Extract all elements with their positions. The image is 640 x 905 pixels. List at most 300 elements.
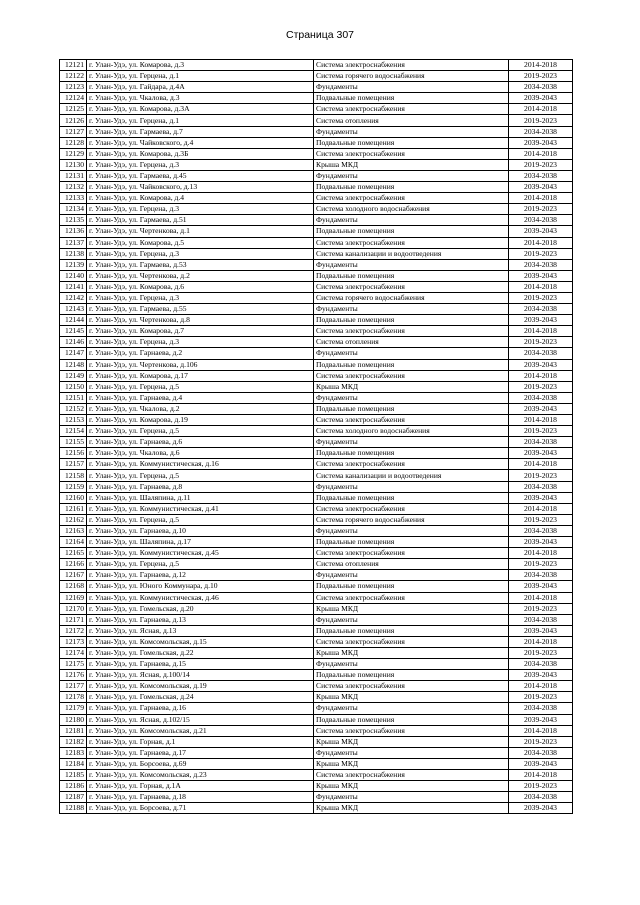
address-cell: г. Улан-Удэ, ул. Гарнаева, д.8 [87,481,314,492]
row-number-cell: 12153 [60,415,87,426]
period-cell: 2034-2038 [509,525,573,536]
row-number-cell: 12178 [60,692,87,703]
address-cell: г. Улан-Удэ, ул. Комарова, д.7 [87,326,314,337]
system-cell: Система электроснабжения [314,326,509,337]
table-row [60,592,573,603]
period-cell: 2019-2023 [509,603,573,614]
table-row [60,470,573,481]
address-cell: г. Улан-Удэ, ул. Шаляпина, д.17 [87,537,314,548]
table-row [60,514,573,525]
row-number-cell: 12151 [60,392,87,403]
table-row [60,304,573,315]
row-number-cell: 12156 [60,448,87,459]
period-cell: 2014-2018 [509,148,573,159]
table-row [60,503,573,514]
system-cell: Система электроснабжения [314,548,509,559]
table-row [60,692,573,703]
period-cell: 2014-2018 [509,503,573,514]
system-cell: Подвальные помещения [314,714,509,725]
row-number-cell: 12139 [60,259,87,270]
system-cell: Система отопления [314,115,509,126]
row-number-cell: 12125 [60,104,87,115]
address-cell: г. Улан-Удэ, ул. Гарнаева, д.4 [87,392,314,403]
address-cell: г. Улан-Удэ, ул. Комсомольская, д.21 [87,725,314,736]
table-row [60,415,573,426]
address-cell: г. Улан-Удэ, ул. Гарнаева, д.15 [87,659,314,670]
row-number-cell: 12132 [60,182,87,193]
row-number-cell: 12149 [60,370,87,381]
address-cell: г. Улан-Удэ, ул. Комарова, д.17 [87,370,314,381]
period-cell: 2034-2038 [509,481,573,492]
system-cell: Крыша МКД [314,647,509,658]
table-row [60,270,573,281]
row-number-cell: 12141 [60,281,87,292]
table-row [60,248,573,259]
row-number-cell: 12162 [60,514,87,525]
row-number-cell: 12155 [60,437,87,448]
address-cell: г. Улан-Удэ, ул. Гарнаева, д.6 [87,437,314,448]
period-cell: 2014-2018 [509,237,573,248]
page-title: Страница 307 [285,29,355,41]
row-number-cell: 12186 [60,781,87,792]
row-number-cell: 12144 [60,315,87,326]
table-row [60,182,573,193]
system-cell: Подвальные помещения [314,315,509,326]
system-cell: Фундаменты [314,703,509,714]
system-cell: Система канализации и водоотведения [314,248,509,259]
table-row [60,237,573,248]
period-cell: 2014-2018 [509,326,573,337]
address-cell: г. Улан-Удэ, ул. Чертенкова, д.1 [87,226,314,237]
system-cell: Система электроснабжения [314,104,509,115]
period-cell: 2034-2038 [509,437,573,448]
period-cell: 2019-2023 [509,71,573,82]
row-number-cell: 12154 [60,426,87,437]
row-number-cell: 12180 [60,714,87,725]
period-cell: 2014-2018 [509,60,573,71]
row-number-cell: 12145 [60,326,87,337]
period-cell: 2014-2018 [509,681,573,692]
system-cell: Крыша МКД [314,159,509,170]
system-cell: Система электроснабжения [314,415,509,426]
address-cell: г. Улан-Удэ, ул. Чайковского, д.4 [87,137,314,148]
address-cell: г. Улан-Удэ, ул. Гомельская, д.20 [87,603,314,614]
address-cell: г. Улан-Удэ, ул. Чайковского, д.13 [87,182,314,193]
address-cell: г. Улан-Удэ, ул. Герцена, д.5 [87,470,314,481]
table-row [60,82,573,93]
address-cell: г. Улан-Удэ, ул. Герцена, д.3 [87,204,314,215]
row-number-cell: 12142 [60,292,87,303]
period-cell: 2039-2043 [509,93,573,104]
period-cell: 2034-2038 [509,614,573,625]
system-cell: Подвальные помещения [314,581,509,592]
row-number-cell: 12175 [60,659,87,670]
address-cell: г. Улан-Удэ, ул. Гармаева, д.45 [87,170,314,181]
table-row [60,614,573,625]
system-cell: Фундаменты [314,304,509,315]
table-row [60,581,573,592]
row-number-cell: 12140 [60,270,87,281]
table-row [60,803,573,814]
system-cell: Фундаменты [314,126,509,137]
table-row [60,326,573,337]
table-row [60,537,573,548]
system-cell: Система электроснабжения [314,592,509,603]
system-cell: Фундаменты [314,348,509,359]
table-body [60,60,573,814]
period-cell: 2039-2043 [509,403,573,414]
system-cell: Крыша МКД [314,758,509,769]
table-row [60,459,573,470]
address-cell: г. Улан-Удэ, ул. Горная, д.1А [87,781,314,792]
address-cell: г. Улан-Удэ, ул. Гармаева, д.7 [87,126,314,137]
row-number-cell: 12184 [60,758,87,769]
address-cell: г. Улан-Удэ, ул. Гармаева, д.51 [87,215,314,226]
system-cell: Подвальные помещения [314,625,509,636]
row-number-cell: 12152 [60,403,87,414]
system-cell: Крыша МКД [314,803,509,814]
row-number-cell: 12174 [60,647,87,658]
address-cell: г. Улан-Удэ, ул. Борсоева, д.69 [87,758,314,769]
table-row [60,570,573,581]
row-number-cell: 12163 [60,525,87,536]
table-row [60,370,573,381]
address-cell: г. Улан-Удэ, ул. Ясная, д.13 [87,625,314,636]
system-cell: Фундаменты [314,392,509,403]
system-cell: Крыша МКД [314,381,509,392]
row-number-cell: 12160 [60,492,87,503]
system-cell: Подвальные помещения [314,492,509,503]
period-cell: 2019-2023 [509,292,573,303]
system-cell: Система холодного водоснабжения [314,204,509,215]
table-row [60,603,573,614]
address-cell: г. Улан-Удэ, ул. Гарнаева, д.2 [87,348,314,359]
system-cell: Фундаменты [314,525,509,536]
row-number-cell: 12138 [60,248,87,259]
table-row [60,381,573,392]
table-row [60,758,573,769]
period-cell: 2014-2018 [509,370,573,381]
table-row [60,781,573,792]
table-row [60,193,573,204]
row-number-cell: 12176 [60,670,87,681]
row-number-cell: 12135 [60,215,87,226]
period-cell: 2034-2038 [509,304,573,315]
table-row [60,60,573,71]
period-cell: 2039-2043 [509,492,573,503]
row-number-cell: 12188 [60,803,87,814]
repair-schedule-table [59,59,573,814]
address-cell: г. Улан-Удэ, ул. Гармаева, д.53 [87,259,314,270]
table-row [60,204,573,215]
period-cell: 2039-2043 [509,714,573,725]
address-cell: г. Улан-Удэ, ул. Гайдара, д.4А [87,82,314,93]
row-number-cell: 12171 [60,614,87,625]
system-cell: Фундаменты [314,259,509,270]
row-number-cell: 12133 [60,193,87,204]
table-row [60,93,573,104]
row-number-cell: 12164 [60,537,87,548]
row-number-cell: 12150 [60,381,87,392]
table-row [60,647,573,658]
address-cell: г. Улан-Удэ, ул. Герцена, д.5 [87,514,314,525]
period-cell: 2039-2043 [509,137,573,148]
address-cell: г. Улан-Удэ, ул. Гарнаева, д.12 [87,570,314,581]
system-cell: Система электроснабжения [314,681,509,692]
table-row [60,115,573,126]
table-row [60,170,573,181]
period-cell: 2014-2018 [509,415,573,426]
address-cell: г. Улан-Удэ, ул. Комарова, д.4 [87,193,314,204]
row-number-cell: 12157 [60,459,87,470]
table-row [60,703,573,714]
period-cell: 2039-2043 [509,803,573,814]
period-cell: 2034-2038 [509,126,573,137]
system-cell: Система электроснабжения [314,193,509,204]
period-cell: 2019-2023 [509,647,573,658]
period-cell: 2014-2018 [509,104,573,115]
system-cell: Фундаменты [314,437,509,448]
table-row [60,292,573,303]
system-cell: Фундаменты [314,614,509,625]
table-row [60,636,573,647]
row-number-cell: 12147 [60,348,87,359]
address-cell: г. Улан-Удэ, ул. Чертенкова, д.2 [87,270,314,281]
period-cell: 2039-2043 [509,359,573,370]
address-cell: г. Улан-Удэ, ул. Комарова, д.5 [87,237,314,248]
address-cell: г. Улан-Удэ, ул. Комсомольская, д.23 [87,770,314,781]
address-cell: г. Улан-Удэ, ул. Гарнаева, д.13 [87,614,314,625]
period-cell: 2019-2023 [509,115,573,126]
address-cell: г. Улан-Удэ, ул. Ясная, д.100/14 [87,670,314,681]
address-cell: г. Улан-Удэ, ул. Комарова, д.3А [87,104,314,115]
system-cell: Система электроснабжения [314,770,509,781]
row-number-cell: 12122 [60,71,87,82]
period-cell: 2034-2038 [509,82,573,93]
row-number-cell: 12159 [60,481,87,492]
table-row [60,492,573,503]
row-number-cell: 12183 [60,747,87,758]
period-cell: 2039-2043 [509,625,573,636]
system-cell: Подвальные помещения [314,403,509,414]
table-row [60,148,573,159]
system-cell: Подвальные помещения [314,359,509,370]
system-cell: Система отопления [314,337,509,348]
system-cell: Система электроснабжения [314,370,509,381]
system-cell: Система электроснабжения [314,459,509,470]
system-cell: Фундаменты [314,215,509,226]
system-cell: Крыша МКД [314,781,509,792]
row-number-cell: 12129 [60,148,87,159]
address-cell: г. Улан-Удэ, ул. Чкалова, д.3 [87,93,314,104]
table-row [60,792,573,803]
address-cell: г. Улан-Удэ, ул. Герцена, д.5 [87,381,314,392]
address-cell: г. Улан-Удэ, ул. Комарова, д.6 [87,281,314,292]
address-cell: г. Улан-Удэ, ул. Герцена, д.5 [87,559,314,570]
row-number-cell: 12167 [60,570,87,581]
table-row [60,71,573,82]
row-number-cell: 12187 [60,792,87,803]
period-cell: 2039-2043 [509,758,573,769]
row-number-cell: 12181 [60,725,87,736]
address-cell: г. Улан-Удэ, ул. Чкалова, д.2 [87,403,314,414]
period-cell: 2014-2018 [509,281,573,292]
system-cell: Система электроснабжения [314,636,509,647]
address-cell: г. Улан-Удэ, ул. Комарова, д.19 [87,415,314,426]
period-cell: 2039-2043 [509,670,573,681]
row-number-cell: 12179 [60,703,87,714]
table-row [60,215,573,226]
table-row [60,448,573,459]
row-number-cell: 12173 [60,636,87,647]
table-row [60,104,573,115]
address-cell: г. Улан-Удэ, ул. Борсоева, д.71 [87,803,314,814]
row-number-cell: 12185 [60,770,87,781]
address-cell: г. Улан-Удэ, ул. Горная, д.1 [87,736,314,747]
period-cell: 2019-2023 [509,426,573,437]
table-row [60,159,573,170]
address-cell: г. Улан-Удэ, ул. Герцена, д.3 [87,292,314,303]
table-row [60,714,573,725]
period-cell: 2034-2038 [509,703,573,714]
system-cell: Подвальные помещения [314,182,509,193]
period-cell: 2039-2043 [509,315,573,326]
system-cell: Подвальные помещения [314,448,509,459]
system-cell: Фундаменты [314,481,509,492]
table-row [60,392,573,403]
address-cell: г. Улан-Удэ, ул. Герцена, д.1 [87,71,314,82]
period-cell: 2039-2043 [509,581,573,592]
address-cell: г. Улан-Удэ, ул. Гарнаева, д.17 [87,747,314,758]
row-number-cell: 12177 [60,681,87,692]
period-cell: 2014-2018 [509,725,573,736]
system-cell: Подвальные помещения [314,137,509,148]
table-row [60,481,573,492]
address-cell: г. Улан-Удэ, ул. Герцена, д.3 [87,337,314,348]
period-cell: 2014-2018 [509,770,573,781]
period-cell: 2039-2043 [509,448,573,459]
period-cell: 2034-2038 [509,170,573,181]
row-number-cell: 12126 [60,115,87,126]
table-row [60,137,573,148]
system-cell: Крыша МКД [314,736,509,747]
row-number-cell: 12131 [60,170,87,181]
system-cell: Подвальные помещения [314,537,509,548]
period-cell: 2014-2018 [509,592,573,603]
table-row [60,259,573,270]
system-cell: Подвальные помещения [314,226,509,237]
system-cell: Фундаменты [314,792,509,803]
period-cell: 2019-2023 [509,736,573,747]
row-number-cell: 12165 [60,548,87,559]
period-cell: 2019-2023 [509,248,573,259]
address-cell: г. Улан-Удэ, ул. Чертенкова, д.8 [87,315,314,326]
row-number-cell: 12182 [60,736,87,747]
row-number-cell: 12172 [60,625,87,636]
table-row [60,281,573,292]
row-number-cell: 12136 [60,226,87,237]
period-cell: 2014-2018 [509,459,573,470]
table-row [60,348,573,359]
address-cell: г. Улан-Удэ, ул. Ясная, д.102/15 [87,714,314,725]
row-number-cell: 12137 [60,237,87,248]
table-row [60,403,573,414]
period-cell: 2019-2023 [509,381,573,392]
system-cell: Система электроснабжения [314,237,509,248]
address-cell: г. Улан-Удэ, ул. Гомельская, д.22 [87,647,314,658]
period-cell: 2019-2023 [509,692,573,703]
period-cell: 2034-2038 [509,348,573,359]
system-cell: Система электроснабжения [314,148,509,159]
row-number-cell: 12134 [60,204,87,215]
period-cell: 2019-2023 [509,159,573,170]
table-row [60,736,573,747]
system-cell: Фундаменты [314,82,509,93]
row-number-cell: 12130 [60,159,87,170]
address-cell: г. Улан-Удэ, ул. Чертенкова, д.106 [87,359,314,370]
row-number-cell: 12127 [60,126,87,137]
address-cell: г. Улан-Удэ, ул. Гарнаева, д.10 [87,525,314,536]
period-cell: 2014-2018 [509,548,573,559]
address-cell: г. Улан-Удэ, ул. Гомельская, д.24 [87,692,314,703]
system-cell: Крыша МКД [314,692,509,703]
address-cell: г. Улан-Удэ, ул. Герцена, д.3 [87,159,314,170]
address-cell: г. Улан-Удэ, ул. Герцена, д.5 [87,426,314,437]
table-row [60,359,573,370]
system-cell: Система электроснабжения [314,60,509,71]
system-cell: Система канализации и водоотведения [314,470,509,481]
address-cell: г. Улан-Удэ, ул. Комсомольская, д.19 [87,681,314,692]
row-number-cell: 12168 [60,581,87,592]
row-number-cell: 12166 [60,559,87,570]
table-row [60,426,573,437]
address-cell: г. Улан-Удэ, ул. Юного Коммунара, д.10 [87,581,314,592]
row-number-cell: 12169 [60,592,87,603]
system-cell: Фундаменты [314,570,509,581]
table-row [60,315,573,326]
address-cell: г. Улан-Удэ, ул. Коммунистическая, д.41 [87,503,314,514]
table-row [60,747,573,758]
system-cell: Подвальные помещения [314,93,509,104]
address-cell: г. Улан-Удэ, ул. Комсомольская, д.15 [87,636,314,647]
system-cell: Фундаменты [314,170,509,181]
system-cell: Фундаменты [314,747,509,758]
period-cell: 2039-2043 [509,182,573,193]
period-cell: 2034-2038 [509,215,573,226]
address-cell: г. Улан-Удэ, ул. Коммунистическая, д.46 [87,592,314,603]
table-row [60,226,573,237]
system-cell: Подвальные помещения [314,670,509,681]
period-cell: 2014-2018 [509,193,573,204]
system-cell: Система электроснабжения [314,503,509,514]
row-number-cell: 12146 [60,337,87,348]
address-cell: г. Улан-Удэ, ул. Комарова, д.3 [87,60,314,71]
row-number-cell: 12121 [60,60,87,71]
address-cell: г. Улан-Удэ, ул. Гарнаева, д.18 [87,792,314,803]
address-cell: г. Улан-Удэ, ул. Коммунистическая, д.45 [87,548,314,559]
period-cell: 2034-2038 [509,747,573,758]
system-cell: Система отопления [314,559,509,570]
table-row [60,126,573,137]
period-cell: 2034-2038 [509,792,573,803]
row-number-cell: 12158 [60,470,87,481]
period-cell: 2039-2043 [509,226,573,237]
table-row [60,548,573,559]
period-cell: 2039-2043 [509,537,573,548]
address-cell: г. Улан-Удэ, ул. Шаляпина, д.11 [87,492,314,503]
system-cell: Фундаменты [314,659,509,670]
period-cell: 2019-2023 [509,470,573,481]
